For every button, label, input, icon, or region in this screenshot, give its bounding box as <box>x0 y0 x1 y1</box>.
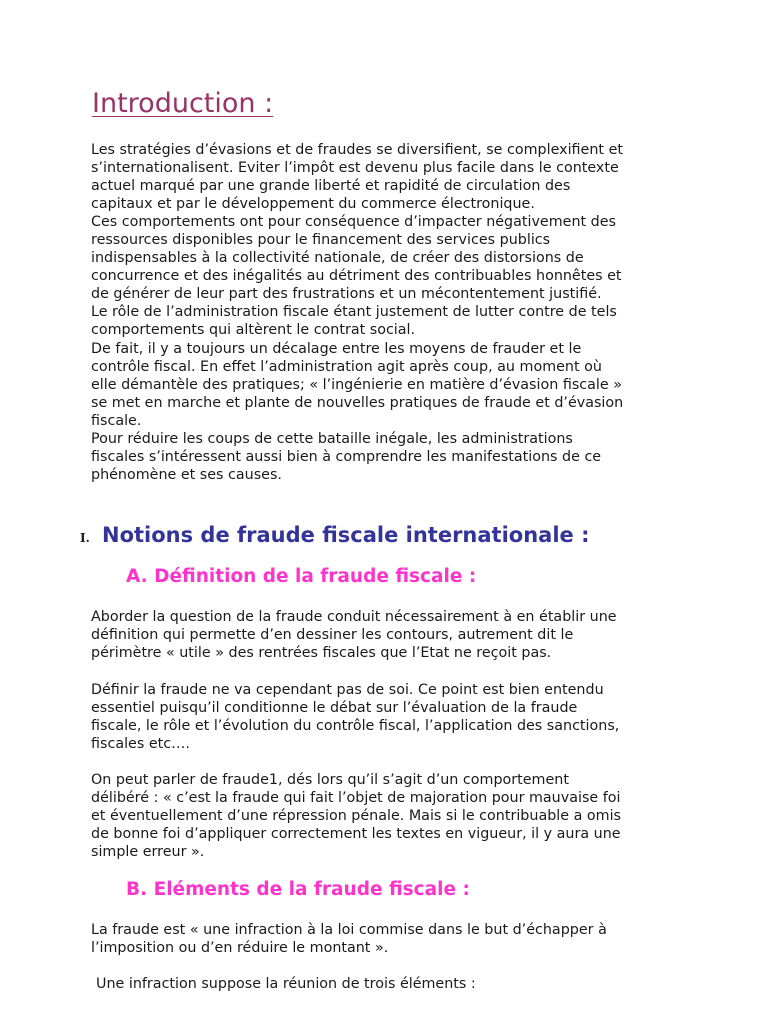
text-line: Le rôle de l’administration fiscale étant justement de lutter contre de tels <box>91 304 617 321</box>
text-line: et éventuellement d’une répression pénale. Mais si le contribuable a omis <box>91 808 621 825</box>
text-line: Pour réduire les coups de cette bataille inégale, les administrations <box>91 430 573 447</box>
text-line: phénomène et ses causes. <box>91 466 282 483</box>
introduction-heading: Introduction : <box>92 88 274 119</box>
section-numeral: I. <box>80 531 90 545</box>
text-line: fiscale. <box>91 412 142 429</box>
text-line: périmètre « utile » des rentrées fiscales que l’Etat ne reçoit pas. <box>91 645 552 662</box>
paragraph <box>91 681 691 753</box>
text-line: fiscales etc…. <box>91 736 190 753</box>
subsection-b-heading: B. Eléments de la fraude fiscale : <box>126 879 470 900</box>
text-line: fiscale, le rôle et l’évolution du contrôle fiscal, l’application des sanctions, <box>91 718 620 735</box>
text-line: fiscales s’intéressent aussi bien à comprendre les manifestations de ce <box>91 448 602 465</box>
text-line: actuel marqué par une grande liberté et rapidité de circulation des <box>91 178 571 195</box>
text-line: de bonne foi d’appliquer correctement les textes en vigueur, il y aura une <box>91 826 621 843</box>
section-1-heading <box>80 520 590 548</box>
text-line: de générer de leur part des frustrations et un mécontentement justifié. <box>91 286 602 303</box>
text-line: contrôle fiscal. En effet l’administration agit après coup, au moment où <box>91 358 602 375</box>
text-line: comportements qui altèrent le contrat social. <box>91 322 416 339</box>
text-line: concurrence et des inégalités au détriment des contribuables honnêtes et <box>91 268 622 285</box>
paragraph <box>96 975 696 993</box>
paragraph <box>91 771 691 861</box>
text-line: Définir la fraude ne va cependant pas de soi. Ce point est bien entendu <box>91 682 604 698</box>
paragraph <box>91 921 691 957</box>
text-line: se met en marche et plante de nouvelles pratiques de fraude et d’évasion <box>91 394 624 411</box>
text-line: Les stratégies d’évasions et de fraudes se diversifient, se complexifient et <box>91 142 623 158</box>
text-line: l’imposition ou d’en réduire le montant ». <box>91 940 389 957</box>
text-line: simple erreur ». <box>91 844 205 861</box>
text-line: indispensables à la collectivité nationale, de créer des distorsions de <box>91 250 584 267</box>
text-line: délibéré : « c’est la fraude qui fait l’objet de majoration pour mauvaise foi <box>91 790 621 807</box>
text-line: Aborder la question de la fraude conduit nécessairement à en établir une <box>91 609 617 625</box>
section-1-title: Notions de fraude fiscale internationale : <box>102 523 590 547</box>
text-line: Ces comportements ont pour conséquence d’impacter négativement des <box>91 214 616 231</box>
text-line: Une infraction suppose la réunion de trois éléments : <box>96 976 476 992</box>
text-line: On peut parler de fraude1, dés lors qu’il s’agit d’un comportement <box>91 772 569 788</box>
paragraph <box>91 608 691 662</box>
subsection-a-heading: A. Définition de la fraude fiscale : <box>126 566 477 587</box>
text-line: définition qui permette d’en dessiner les contours, autrement dit le <box>91 627 574 644</box>
text-line: capitaux et par le développement du commerce électronique. <box>91 196 535 213</box>
text-line: De fait, il y a toujours un décalage entre les moyens de frauder et le <box>91 340 582 357</box>
text-line: La fraude est « une infraction à la loi commise dans le but d’échapper à <box>91 922 607 938</box>
text-line: elle démantèle des pratiques; « l’ingénierie en matière d’évasion fiscale » <box>91 376 622 393</box>
text-line: essentiel puisqu’il conditionne le débat sur l’évaluation de la fraude <box>91 700 578 717</box>
text-line: s’internationalisent. Eviter l’impôt est devenu plus facile dans le contexte <box>91 160 619 177</box>
introduction-body <box>91 141 691 484</box>
text-line: ressources disponibles pour le financement des services publics <box>91 232 551 249</box>
